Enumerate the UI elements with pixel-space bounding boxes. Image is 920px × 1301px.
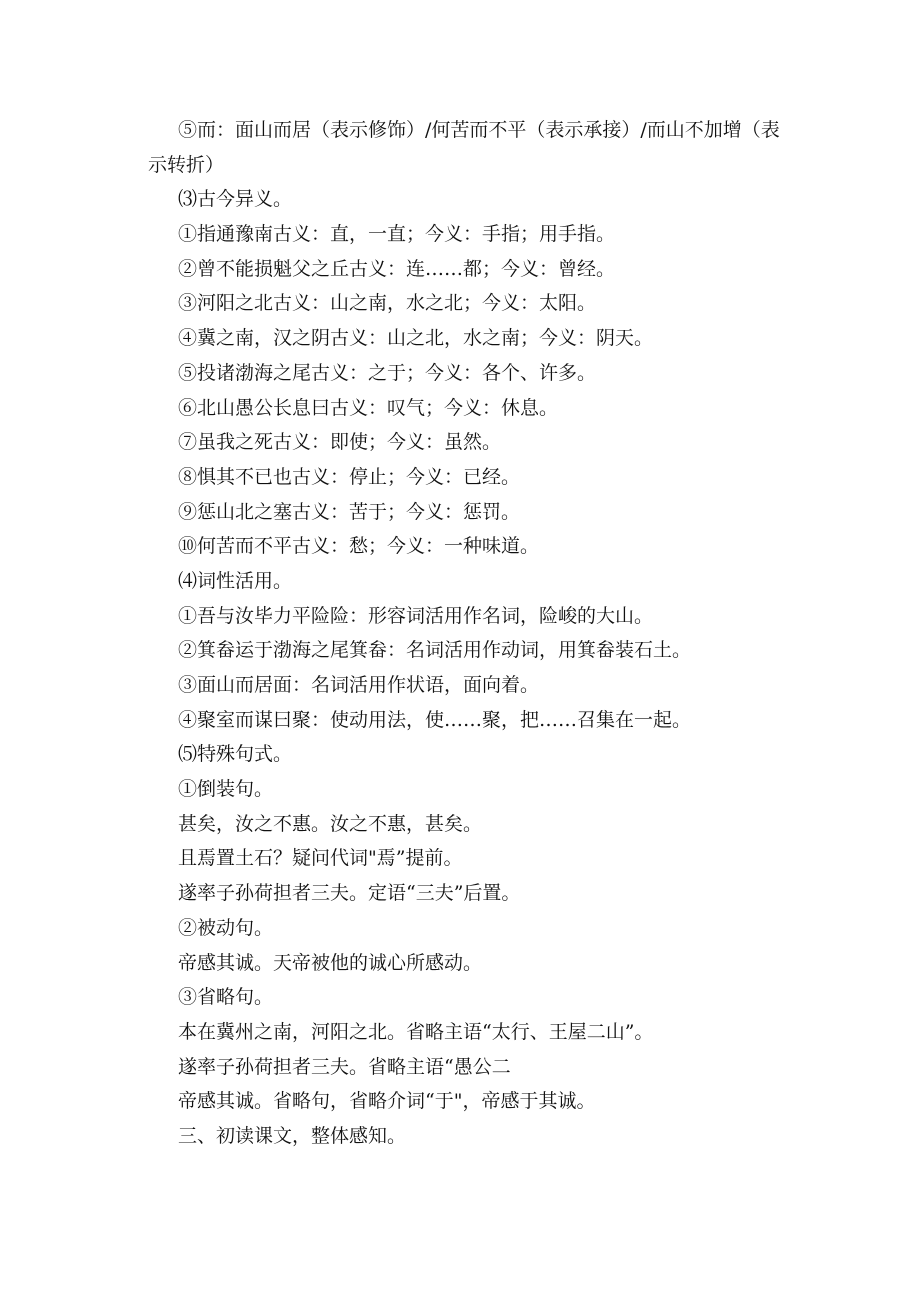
list-item: ③面山而居面：名词活用作状语，面向着。 xyxy=(178,674,540,697)
list-item: ①吾与汝毕力平险险：形容词活用作名词，险峻的大山。 xyxy=(178,604,654,627)
subheading-passive-sentence: ②被动句。 xyxy=(178,916,274,939)
section-heading-special-sentences: ⑸特殊句式。 xyxy=(178,743,293,766)
list-item: 本在冀州之南，河阳之北。省略主语“太行、王屋二山”。 xyxy=(178,1020,654,1043)
list-item: ⑦虽我之死古义：即使；今义：虽然。 xyxy=(178,431,502,454)
paragraph-er-usage: ⑤而：面山而居（表示修饰）/何苦而不平（表示承接）/而山不加增（表示转折） xyxy=(148,119,780,176)
subheading-ellipsis-sentence: ③省略句。 xyxy=(178,986,274,1009)
list-item: 且焉置土石？疑问代词"焉”提前。 xyxy=(178,847,463,870)
section-heading-first-reading: 三、初读课文，整体感知。 xyxy=(178,1124,407,1147)
list-item: ④冀之南，汉之阴古义：山之北，水之南；今义：阴天。 xyxy=(178,327,654,350)
list-item: 遂率子孙荷担者三夫。省略主语“愚公二 xyxy=(178,1055,511,1078)
list-item: ⑧惧其不已也古义：停止；今义：已经。 xyxy=(178,465,521,488)
list-item: ④聚室而谋曰聚：使动用法，使……聚，把……召集在一起。 xyxy=(178,708,692,731)
list-item: ②箕畚运于渤海之尾箕畚：名词活用作动词，用箕畚装石土。 xyxy=(178,639,692,662)
list-item: ②曾不能损魁父之丘古义：连……都；今义：曾经。 xyxy=(178,257,616,280)
list-item: ⑨惩山北之塞古义：苦于；今义：惩罚。 xyxy=(178,500,521,523)
list-item: 甚矣，汝之不惠。汝之不惠，甚矣。 xyxy=(178,812,483,835)
list-item: ⑤投诸渤海之尾古义：之于；今义：各个、许多。 xyxy=(178,361,597,384)
list-item: ③河阳之北古义：山之南，水之北；今义：太阳。 xyxy=(178,292,597,315)
list-item: 帝感其诚。天帝被他的诚心所感动。 xyxy=(178,951,483,974)
list-item: ①指通豫南古义：直，一直；今义：手指；用手指。 xyxy=(178,223,616,246)
subheading-inverted-sentence: ①倒装句。 xyxy=(178,778,274,801)
section-heading-word-class-usage: ⑷词性活用。 xyxy=(178,569,293,592)
list-item: ⑩何苦而不平古义：愁；今义：一种味道。 xyxy=(178,535,540,558)
list-item: 遂率子孙荷担者三夫。定语“三夫”后置。 xyxy=(178,882,521,905)
list-item: ⑥北山愚公长息曰古义：叹气；今义：休息。 xyxy=(178,396,559,419)
document-body xyxy=(148,113,788,1154)
list-item: 帝感其诚。省略句，省略介词“于"，帝感于其诚。 xyxy=(178,1090,596,1113)
section-heading-ancient-modern-meaning: ⑶古今异义。 xyxy=(178,188,293,211)
